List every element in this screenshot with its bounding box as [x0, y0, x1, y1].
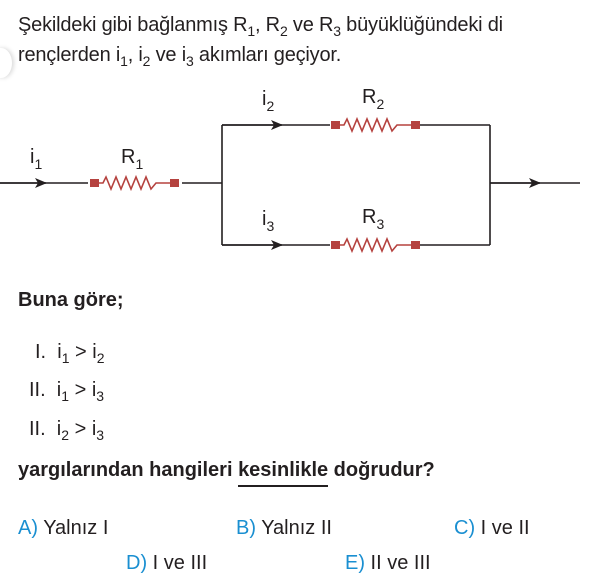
statement-2: II. $i_1 > i_3$: [29, 379, 105, 404]
circuit-diagram: [0, 80, 607, 265]
question-end: yargılarından hangileri kesinlikle doğrudur?: [18, 459, 435, 481]
statement-1: I. $i_1 > i_2$: [35, 341, 105, 366]
label-r2: $R_2$: [362, 86, 385, 112]
option-c[interactable]: C) I ve II: [454, 517, 530, 539]
label-i3: $i_3$: [262, 208, 275, 234]
label-r1: $R_1$: [121, 146, 144, 172]
question-line-1: Şekildeki gibi bağlanmış $R_1$, $R_2$ ve $R_3$ büyüklüğündeki di: [18, 14, 503, 39]
statement-3: II. $i_2 > i_3$: [29, 418, 105, 443]
option-e[interactable]: E) II ve III: [345, 552, 431, 574]
page-edge-mark: [0, 48, 12, 78]
prompt-heading: Buna göre;: [18, 289, 124, 311]
option-d[interactable]: D) I ve III: [126, 552, 208, 574]
emphasis-kesinlikle: kesinlikle: [238, 459, 329, 481]
resistor-r2: [330, 119, 420, 131]
resistor-r3: [330, 239, 420, 251]
label-r3: $R_3$: [362, 206, 385, 232]
option-b[interactable]: B) Yalnız II: [236, 517, 332, 539]
question-line-2: rençlerden $i_1$, $i_2$ ve $i_3$ akımları geçiyor.: [18, 44, 342, 69]
resistor-r1: [88, 177, 182, 189]
label-i1: $i_1$: [30, 146, 43, 172]
label-i2: $i_2$: [262, 88, 275, 114]
option-a[interactable]: A) Yalnız I: [18, 517, 109, 539]
